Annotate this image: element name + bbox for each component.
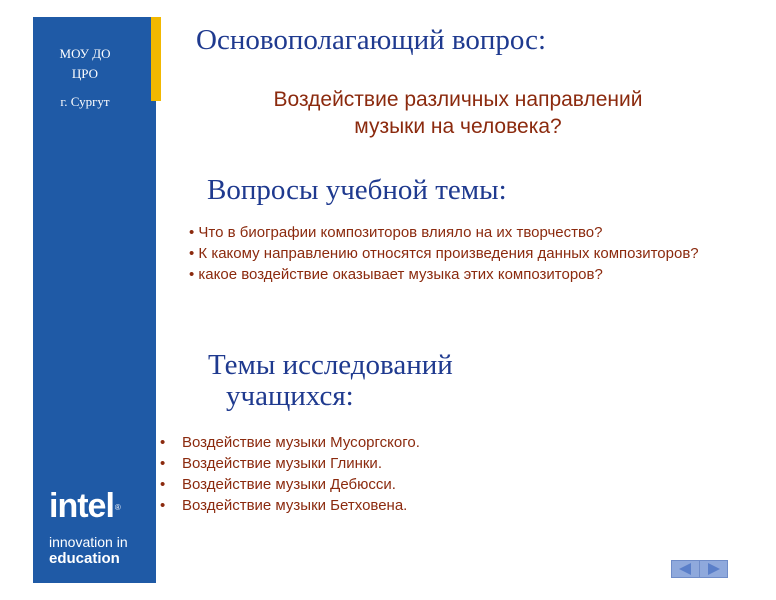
research-heading-line-2: учащихся: xyxy=(226,380,354,412)
bullet: • xyxy=(160,476,166,493)
question-line-2: музыки на человека? xyxy=(354,115,562,138)
list-item xyxy=(160,432,420,453)
list-item-text: Воздействие музыки Глинки. xyxy=(182,455,382,472)
bullet: • xyxy=(160,455,166,472)
research-heading xyxy=(208,350,453,412)
list-item xyxy=(160,453,420,474)
next-slide-button[interactable] xyxy=(699,561,727,577)
intel-logo xyxy=(49,486,128,528)
question-line-1: Воздействие различных направлений xyxy=(273,88,643,111)
city-label: г. Сургут xyxy=(60,94,110,109)
list-item-text: Воздействие музыки Мусоргского. xyxy=(182,434,420,451)
org-line-2: ЦРО xyxy=(71,66,99,81)
list-item: • Что в биографии композиторов влияло на их творчество? xyxy=(189,224,603,241)
research-heading-line-1: Темы исследований xyxy=(208,349,453,381)
research-list xyxy=(160,432,420,516)
list-item: • К какому направлению относятся произведения данных композиторов? xyxy=(189,245,699,262)
brand-tagline xyxy=(49,534,128,567)
triangle-left-icon xyxy=(679,563,691,575)
organization-info xyxy=(33,44,137,112)
topics-heading: Вопросы учебной темы: xyxy=(207,174,507,206)
topics-list xyxy=(189,222,709,285)
list-item-text: Воздействие музыки Дебюсси. xyxy=(182,476,396,493)
slide-navigation xyxy=(671,560,728,578)
org-line-1: МОУ ДО xyxy=(59,46,111,61)
accent-bar xyxy=(151,17,161,101)
intel-logo-text: intel xyxy=(49,487,114,525)
bullet: • xyxy=(160,434,166,451)
tagline-line-1: innovation in xyxy=(49,534,128,551)
page-title: Основополагающий вопрос: xyxy=(196,24,547,56)
intel-brand xyxy=(49,486,128,567)
previous-slide-button[interactable] xyxy=(672,561,699,577)
triangle-right-icon xyxy=(708,563,720,575)
tagline-line-2-text: education xyxy=(49,550,120,568)
registered-mark: ® xyxy=(114,503,120,513)
tagline-line-2 xyxy=(49,550,128,567)
list-item xyxy=(160,495,420,516)
list-item-text: Воздействие музыки Бетховена. xyxy=(182,497,408,514)
list-item xyxy=(160,474,420,495)
list-item: • какое воздействие оказывает музыка этих композиторов? xyxy=(189,266,603,283)
essential-question xyxy=(250,86,666,140)
bullet: • xyxy=(160,497,166,514)
